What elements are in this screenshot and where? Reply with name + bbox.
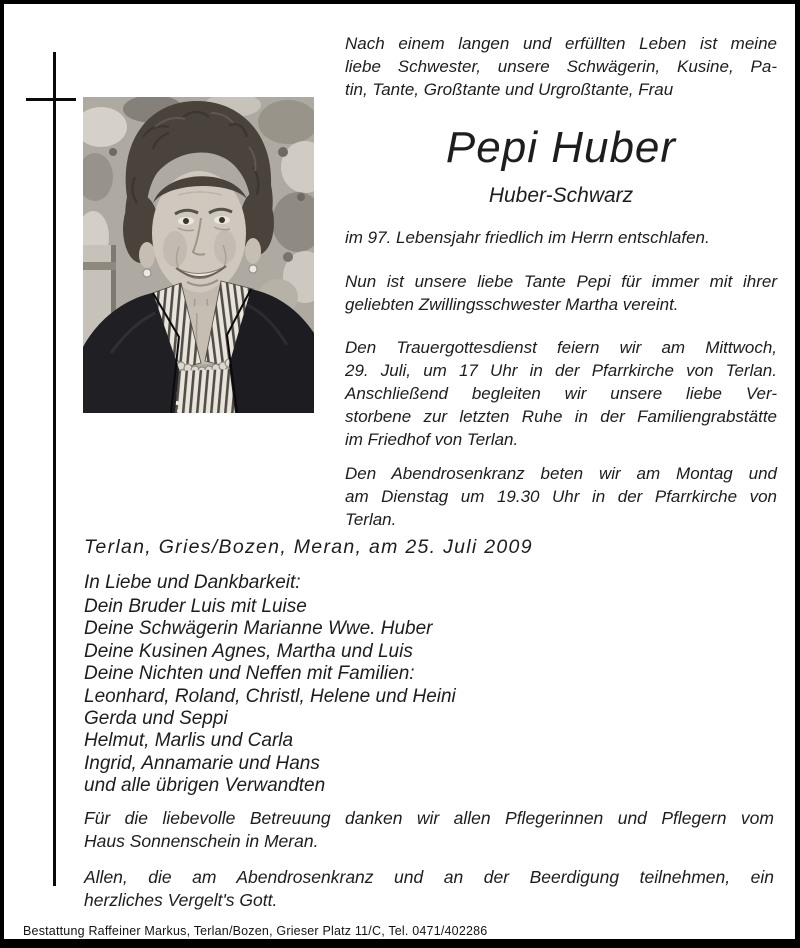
text-line: 29. Juli, um 17 Uhr in der Pfarrkirche von Terlan. bbox=[345, 361, 777, 380]
thanks-caregivers-paragraph bbox=[84, 807, 774, 853]
portrait-photo-image bbox=[83, 97, 314, 413]
mourner-line: Ingrid, Annamarie und Hans bbox=[84, 752, 320, 774]
mourner-line: Dein Bruder Luis mit Luise bbox=[84, 596, 307, 617]
mourner-line: Helmut, Marlis und Carla bbox=[84, 730, 294, 752]
mourner-line: Deine Nichten und Neffen mit Familien: bbox=[84, 663, 415, 685]
mourners-list bbox=[84, 596, 456, 798]
mourner-line: und alle übrigen Verwandten bbox=[84, 775, 326, 797]
text-line: Nun ist unsere liebe Tante Pepi für immer mit ihrer bbox=[345, 272, 777, 291]
death-statement: im 97. Lebensjahr friedlich im Herrn entschlafen. bbox=[345, 228, 710, 247]
text-line: Allen, die am Abendrosenkranz und an der Beerdigung teilnehmen, ein bbox=[84, 867, 774, 887]
text-line: Haus Sonnenschein in Meran. bbox=[84, 831, 319, 851]
text-line: Den Trauergottesdienst feiern wir am Mittwoch, bbox=[345, 338, 777, 357]
text-line: Für die liebevolle Betreuung danken wir allen Pflegerinnen und Pflegern vom bbox=[84, 808, 774, 828]
birth-name: Huber-Schwarz bbox=[488, 184, 634, 207]
funeral-service-paragraph bbox=[345, 336, 777, 451]
mourner-line: Leonhard, Roland, Christl, Helene und Heini bbox=[84, 685, 456, 707]
text-line: herzliches Vergelt's Gott. bbox=[84, 890, 278, 910]
cross-vertical-bar bbox=[53, 52, 56, 886]
intro-text bbox=[345, 32, 777, 101]
cross-horizontal-bar bbox=[26, 98, 76, 101]
text-line: am Dienstag um 19.30 Uhr in der Pfarrkirche von bbox=[345, 487, 777, 506]
portrait-photo bbox=[83, 97, 314, 413]
reunion-paragraph bbox=[345, 270, 777, 316]
funeral-home-footer: Bestattung Raffeiner Markus, Terlan/Bozen, Grieser Platz 11/C, Tel. 0471/402286 bbox=[23, 924, 488, 938]
text-line: Nach einem langen und erfüllten Leben ist meine bbox=[345, 34, 777, 53]
text-line: Terlan. bbox=[345, 510, 397, 529]
rosary-paragraph bbox=[345, 462, 777, 531]
text-line: tin, Tante, Großtante und Urgroßtante, Frau bbox=[345, 80, 674, 99]
text-line: im Friedhof von Terlan. bbox=[345, 430, 519, 449]
mourner-line: Gerda und Seppi bbox=[84, 708, 228, 730]
text-line: Den Abendrosenkranz beten wir am Montag und bbox=[345, 464, 777, 483]
deceased-name: Pepi Huber bbox=[445, 123, 677, 172]
mourner-line: Deine Kusinen Agnes, Martha und Luis bbox=[84, 640, 413, 662]
text-line: geliebten Zwillingsschwester Martha vereint. bbox=[345, 295, 679, 314]
text-line: Anschließend begleiten wir unsere liebe Ver- bbox=[345, 384, 777, 403]
mourners-heading: In Liebe und Dankbarkeit: bbox=[84, 572, 301, 593]
text-line: storbene zur letzten Ruhe in der Familiengrabstätte bbox=[345, 407, 777, 426]
mourner-line: Deine Schwägerin Marianne Wwe. Huber bbox=[84, 618, 433, 640]
obituary-card bbox=[4, 4, 795, 939]
place-date-line: Terlan, Gries/Bozen, Meran, am 25. Juli 2009 bbox=[84, 536, 533, 558]
text-line: liebe Schwester, unsere Schwägerin, Kusine, Pa- bbox=[345, 57, 777, 76]
thanks-attendees-paragraph bbox=[84, 866, 774, 912]
